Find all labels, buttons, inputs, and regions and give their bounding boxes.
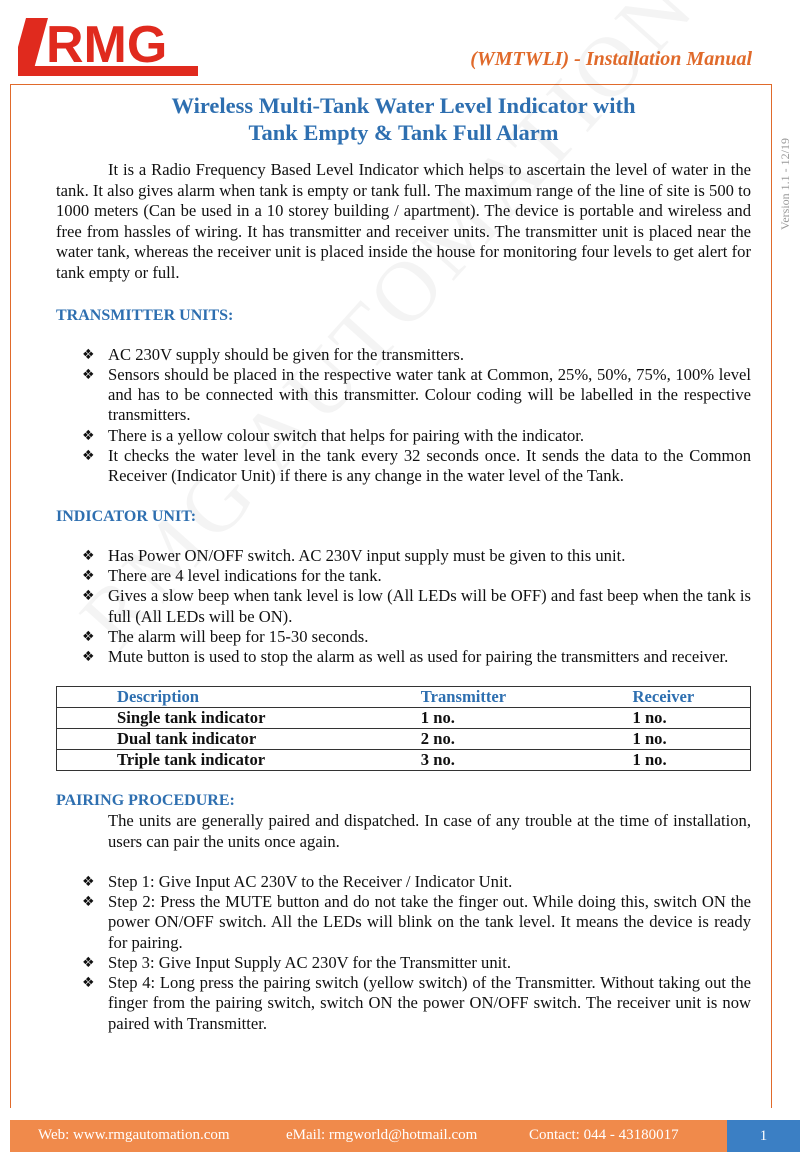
bullet-icon: ❖	[82, 975, 95, 992]
transmitter-list	[56, 345, 751, 487]
list-item: ❖ Mute button is used to stop the alarm as well as used for pairing the transmitters and receiver.	[82, 647, 729, 667]
list-item: ❖ AC 230V supply should be given for the transmitters.	[82, 344, 464, 364]
list-item: ❖ The alarm will beep for 15-30 seconds.	[82, 626, 369, 646]
footer-email[interactable]: eMail: rmgworld@hotmail.com	[286, 1127, 478, 1143]
title-line-2: Tank Empty & Tank Full Alarm	[248, 120, 559, 145]
version-label: Version 1.1 - 12/19	[778, 138, 792, 230]
table-row	[57, 729, 751, 750]
footer-web[interactable]: Web: www.rmgautomation.com	[38, 1127, 230, 1143]
bullet-icon: ❖	[82, 893, 95, 910]
transmitter-heading: TRANSMITTER UNITS:	[56, 306, 234, 324]
table-cell: 1 no.	[361, 708, 573, 729]
bullet-icon: ❖	[82, 427, 95, 444]
col-description: Description	[57, 687, 361, 708]
pairing-intro: The units are generally paired and dispatched. In case of any trouble at the time of installation, users can pair the units once again.	[108, 811, 751, 852]
document-body	[56, 92, 751, 1034]
table-cell: 3 no.	[361, 750, 573, 771]
table-row	[57, 708, 751, 729]
col-transmitter: Transmitter	[361, 687, 573, 708]
list-item: ❖ Sensors should be placed in the respective water tank at Common, 25%, 50%, 75%, 100% level and has to be connected with this transmitter. Colour coding will be labelled in the respective transmitters.	[82, 364, 751, 425]
list-item: ❖ Step 3: Give Input Supply AC 230V for the Transmitter unit.	[82, 952, 512, 972]
col-receiver: Receiver	[573, 687, 751, 708]
document-title	[56, 92, 751, 146]
footer-contact: Contact: 044 - 43180017	[529, 1127, 679, 1143]
list-item: ❖ Step 2: Press the MUTE button and do not take the finger out. While doing this, switch ON the power ON/OFF switch. All the LEDs will blink on the tank level. It means the device is ready for pairing.	[82, 891, 751, 952]
table-cell: 1 no.	[573, 729, 751, 750]
table-cell: 1 no.	[573, 708, 751, 729]
list-item: ❖ There is a yellow colour switch that helps for pairing with the indicator.	[82, 425, 585, 445]
bullet-icon: ❖	[82, 628, 95, 645]
table-cell: Dual tank indicator	[57, 729, 361, 750]
title-line-1: Wireless Multi-Tank Water Level Indicator with	[171, 93, 636, 118]
table-cell: 2 no.	[361, 729, 573, 750]
list-item: ❖ Gives a slow beep when tank level is low (All LEDs will be OFF) and fast beep when the tank is full (All LEDs will be ON).	[82, 586, 751, 626]
bullet-icon: ❖	[82, 346, 95, 363]
page-number: 1	[727, 1120, 800, 1152]
bullet-icon: ❖	[82, 588, 95, 605]
table-cell: Single tank indicator	[57, 708, 361, 729]
manual-title: (WMTWLI) - Installation Manual	[470, 48, 752, 70]
indicator-heading: INDICATOR UNIT:	[56, 507, 197, 525]
bullet-icon: ❖	[82, 567, 95, 584]
unit-table	[56, 686, 751, 771]
table-cell: Triple tank indicator	[57, 750, 361, 771]
bullet-icon: ❖	[82, 649, 95, 666]
list-item: ❖ It checks the water level in the tank every 32 seconds once. It sends the data to the Common Receiver (Indicator Unit) if there is any change in the water level of the Tank.	[82, 446, 751, 486]
table-row	[57, 750, 751, 771]
footer-bar	[10, 1120, 800, 1152]
indicator-list	[56, 546, 751, 668]
bullet-icon: ❖	[82, 954, 95, 971]
list-item: ❖ There are 4 level indications for the tank.	[82, 565, 382, 585]
pairing-steps	[56, 872, 751, 1034]
rmg-logo	[18, 12, 200, 80]
list-item: ❖ Has Power ON/OFF switch. AC 230V input supply must be given to this unit.	[82, 545, 626, 565]
table-header-row	[57, 687, 751, 708]
bullet-icon: ❖	[82, 873, 95, 890]
bullet-icon: ❖	[82, 547, 95, 564]
list-item: ❖ Step 4: Long press the pairing switch (yellow switch) of the Transmitter. Without taking out the finger from the pairing switch, switch ON the power ON/OFF switch. The receiver unit is now paired with Transmitter.	[82, 973, 751, 1033]
pairing-heading: PAIRING PROCEDURE:	[56, 792, 235, 810]
list-item: ❖ Step 1: Give Input AC 230V to the Receiver / Indicator Unit.	[82, 871, 513, 891]
bullet-icon: ❖	[82, 366, 95, 383]
logo-text: RMG	[46, 16, 168, 74]
bullet-icon: ❖	[82, 448, 95, 465]
table-cell: 1 no.	[573, 750, 751, 771]
intro-paragraph: It is a Radio Frequency Based Level Indicator which helps to ascertain the level of water in the tank. It also gives alarm when tank is empty or tank full. The maximum range of the line of site is 500 to 1000 meters (Can be used in a 10 storey building / apartment). The device is portable and wireless and free from hassles of wiring. It has transmitter and receiver units. The transmitter unit is placed near the water tank, whereas the receiver unit is placed inside the house for monitoring four levels to get alert for tank empty or full.	[56, 160, 751, 282]
